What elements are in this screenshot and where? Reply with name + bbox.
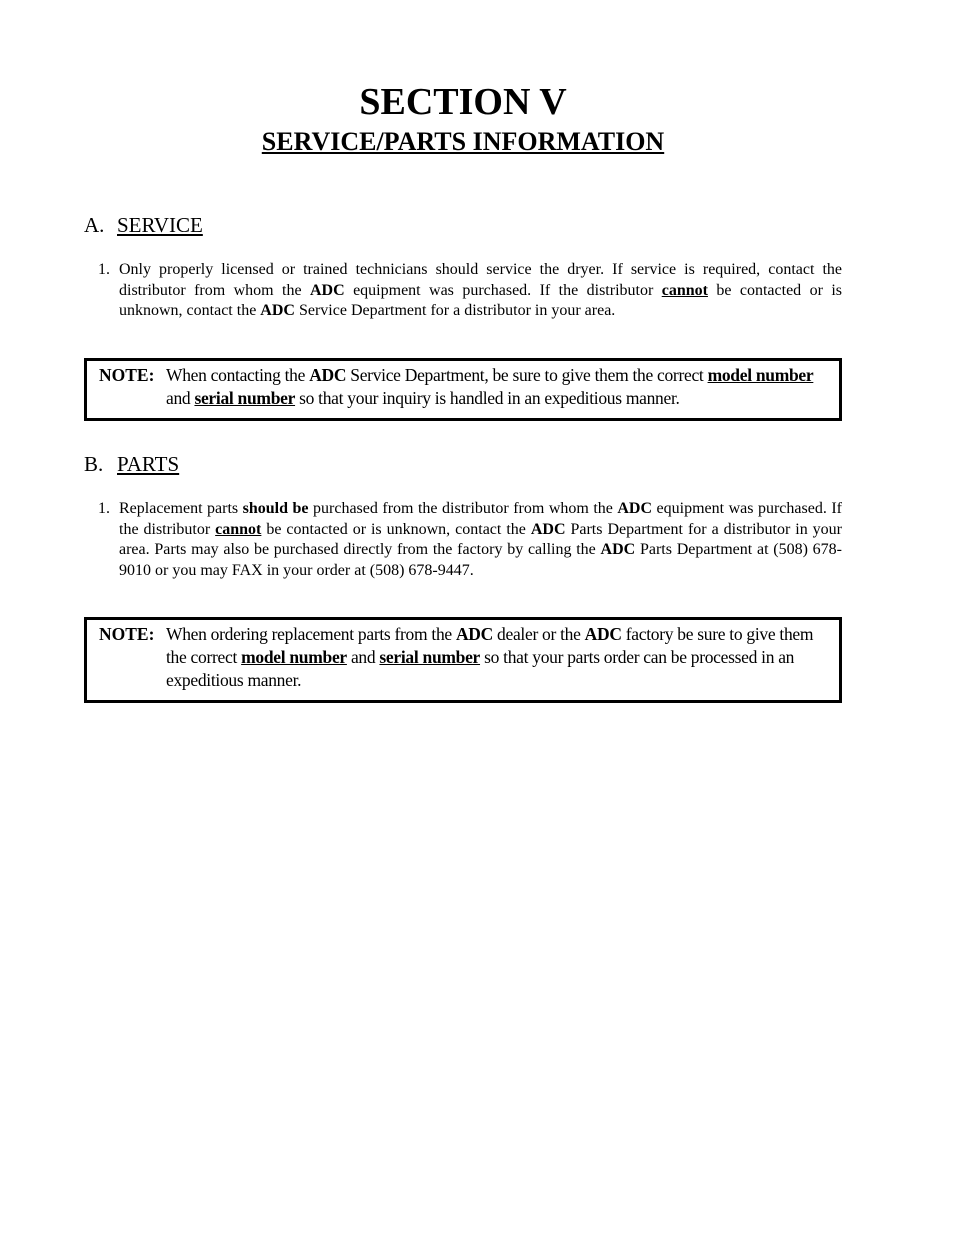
text-run: so that your parts order can be processed in an expeditious manner. (166, 647, 795, 690)
parts-heading (84, 451, 179, 477)
text-run: factory be sure to give them the correct (166, 624, 814, 667)
text-run: Service Department, be sure to give them the correct (346, 365, 708, 385)
service-item-1-number: 1. (98, 261, 110, 278)
text-run: and (346, 647, 380, 667)
text-run: dealer or the (492, 624, 585, 644)
bold-run: should be (242, 500, 309, 517)
service-note-label: NOTE: (99, 365, 155, 385)
text-run: so that your inquiry is handled in an expeditious manner. (295, 388, 680, 408)
underlined-bold-run: serial number (379, 647, 481, 667)
service-heading (84, 212, 203, 238)
bold-run: ADC (309, 365, 347, 385)
text-run: be contacted or is unknown, contact the (119, 281, 843, 319)
text-run: and (166, 388, 195, 408)
underlined-bold-run: serial number (194, 388, 296, 408)
section-subtitle: SERVICE/PARTS INFORMATION (261, 127, 665, 156)
text-run: purchased from the distributor from whom the (308, 500, 618, 517)
bold-run: ADC (584, 624, 622, 644)
service-heading-letter: A. (84, 213, 105, 237)
section-title: SECTION V (359, 81, 567, 123)
parts-item-1-text (119, 499, 842, 581)
service-heading-label: SERVICE (117, 213, 203, 237)
parts-item-1-number: 1. (98, 500, 110, 517)
service-item-1 (98, 260, 842, 322)
parts-note-text (166, 620, 833, 700)
parts-item-1 (98, 499, 842, 581)
parts-heading-letter: B. (84, 452, 104, 476)
text-run: When ordering replacement parts from the (166, 624, 456, 644)
service-note-text (166, 361, 833, 418)
text-run: Service Department for a distributor in your area. (294, 302, 616, 319)
text-run: When contacting the (166, 365, 310, 385)
underlined-bold-run: model number (241, 647, 347, 667)
bold-run: ADC (455, 624, 493, 644)
text-run: Parts Department at (508) 678-9010 or you may FAX in your order at (508) 678-9447. (119, 541, 842, 579)
bold-run: ADC (617, 500, 653, 517)
parts-note-label: NOTE: (99, 624, 155, 644)
text-run: be contacted or is unknown, contact the (261, 520, 531, 538)
bold-run: ADC (260, 302, 295, 319)
bold-run: ADC (309, 281, 345, 299)
parts-heading-label: PARTS (117, 452, 180, 476)
text-run: Replacement parts (119, 500, 243, 517)
service-note-box (84, 358, 842, 421)
text-run: Only properly licensed or trained technicians should service the dryer. If service is required, contact the distributor from whom the (119, 261, 842, 299)
service-item-1-text (119, 260, 842, 322)
text-run: Parts Department for a distributor in your area. Parts may also be purchased directly from the factory by calling the (119, 520, 843, 558)
underlined-bold-run: model number (707, 365, 814, 385)
underlined-bold-run: cannot (661, 281, 708, 299)
underlined-bold-run: cannot (215, 520, 262, 538)
text-run: equipment was purchased. If the distributor (119, 500, 843, 538)
text-run: equipment was purchased. If the distributor (344, 281, 662, 299)
bold-run: ADC (530, 520, 566, 538)
bold-run: ADC (600, 541, 636, 558)
parts-note-box (84, 617, 842, 703)
